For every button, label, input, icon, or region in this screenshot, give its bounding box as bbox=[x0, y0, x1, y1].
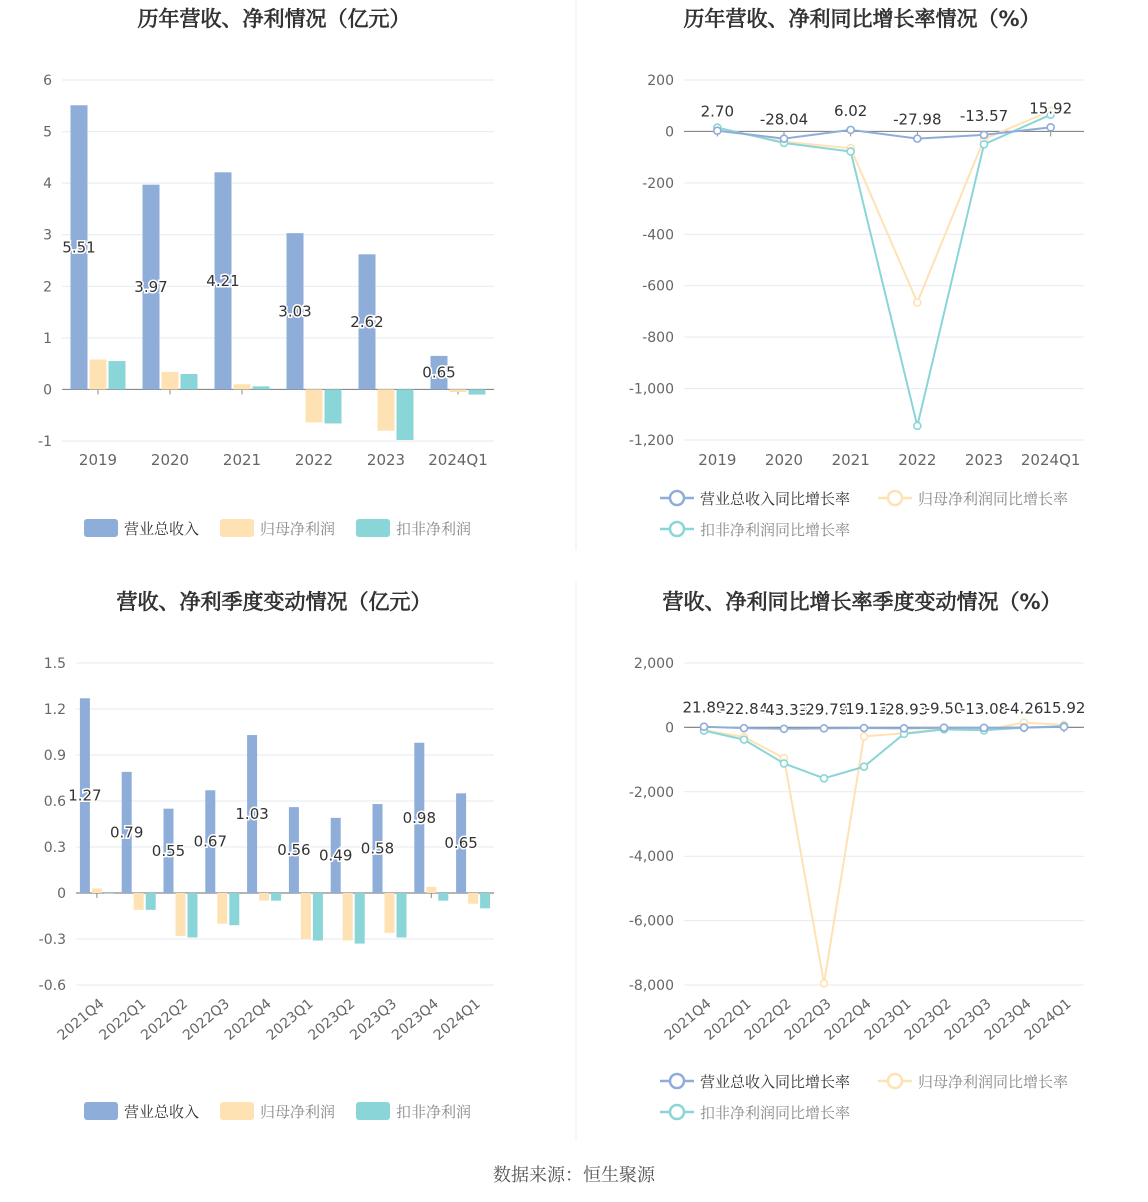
bar-deducted-profit bbox=[480, 893, 490, 908]
y-tick-label: 0.6 bbox=[43, 794, 66, 810]
y-tick-label: -6,000 bbox=[628, 913, 674, 930]
bar-deducted-profit bbox=[181, 374, 198, 389]
x-tick-label: 2023 bbox=[964, 451, 1004, 469]
data-label: 2.62 bbox=[350, 312, 384, 331]
data-label: 3.97 bbox=[134, 278, 168, 297]
data-label: 0.58 bbox=[360, 839, 395, 858]
data-label: -43.33 bbox=[759, 700, 809, 719]
data-label: 15.92 bbox=[1029, 99, 1073, 118]
source-footer: 数据来源：恒生聚源 bbox=[493, 1165, 655, 1186]
legend-swatch bbox=[356, 1102, 390, 1120]
legend-marker bbox=[888, 1074, 902, 1088]
x-tick-label: 2022Q4 bbox=[221, 995, 275, 1044]
bar-net-profit bbox=[426, 887, 436, 893]
y-tick-label: 1 bbox=[43, 330, 52, 347]
legend-swatch bbox=[220, 1102, 254, 1120]
y-tick-label: -600 bbox=[642, 278, 674, 295]
legend-label: 营业总收入同比增长率 bbox=[700, 1073, 851, 1091]
series-point-revenue-growth bbox=[941, 724, 948, 731]
y-tick-label: -1,200 bbox=[628, 433, 674, 449]
bar-net-profit bbox=[301, 893, 311, 939]
data-label: 0.56 bbox=[277, 841, 311, 860]
bar-net-profit bbox=[259, 893, 269, 901]
data-label: -29.78 bbox=[799, 700, 849, 719]
x-tick-label: 2022 bbox=[294, 451, 334, 469]
legend-label: 扣非净利润同比增长率 bbox=[700, 1104, 851, 1122]
bar-net-profit bbox=[92, 888, 102, 893]
bar-net-profit bbox=[234, 384, 251, 389]
data-label: 2.70 bbox=[700, 102, 735, 121]
series-point-deducted-profit-growth bbox=[741, 736, 748, 743]
y-tick-label: 2,000 bbox=[633, 656, 674, 672]
x-tick-label: 2022 bbox=[898, 451, 937, 469]
legend-label: 营业总收入 bbox=[124, 1103, 200, 1121]
series-point-revenue-growth bbox=[861, 725, 868, 732]
series-point-revenue-growth bbox=[781, 725, 788, 732]
series-point-revenue-growth bbox=[981, 724, 988, 731]
x-tick-label: 2022Q1 bbox=[701, 995, 755, 1044]
bar-deducted-profit bbox=[355, 893, 365, 944]
chart-title: 历年营收、净利同比增长率情况（%） bbox=[683, 7, 1041, 31]
chart-title: 历年营收、净利情况（亿元） bbox=[137, 7, 411, 31]
legend-label: 营业总收入同比增长率 bbox=[700, 490, 851, 508]
y-tick-label: -2,000 bbox=[628, 784, 674, 801]
data-label: -28.04 bbox=[759, 110, 809, 129]
bar-net-profit bbox=[385, 893, 395, 933]
data-label: -13.57 bbox=[959, 106, 1009, 125]
bar-deducted-profit bbox=[104, 893, 114, 894]
y-tick-label: -800 bbox=[642, 330, 674, 347]
data-label: 4.21 bbox=[206, 271, 240, 290]
y-tick-label: -8,000 bbox=[628, 978, 674, 994]
legend-label: 归母净利润 bbox=[260, 1103, 336, 1121]
y-tick-label: 5 bbox=[43, 124, 52, 141]
x-tick-label: 2022Q4 bbox=[821, 995, 875, 1044]
data-label: 5.51 bbox=[62, 238, 96, 257]
y-tick-label: 0 bbox=[43, 382, 52, 399]
data-label: -4.26 bbox=[1004, 699, 1044, 718]
x-tick-label: 2023Q2 bbox=[901, 995, 955, 1044]
x-tick-label: 2023Q3 bbox=[347, 995, 401, 1044]
bar-deducted-profit bbox=[469, 389, 486, 394]
y-tick-label: -400 bbox=[642, 227, 674, 244]
data-label: 0.65 bbox=[444, 834, 478, 853]
y-tick-label: 0.3 bbox=[43, 840, 66, 856]
bar-net-profit bbox=[134, 893, 144, 910]
bar-deducted-profit bbox=[397, 389, 414, 440]
data-label: 3.03 bbox=[278, 302, 312, 321]
bar-deducted-profit bbox=[229, 893, 239, 925]
legend-marker bbox=[670, 1074, 684, 1088]
bar-deducted-profit bbox=[325, 389, 342, 423]
data-label: 21.89 bbox=[682, 698, 726, 717]
legend-swatch bbox=[220, 519, 254, 537]
x-tick-label: 2022Q3 bbox=[781, 995, 835, 1044]
bar-net-profit bbox=[217, 893, 227, 924]
data-label: 0.65 bbox=[422, 363, 456, 382]
bar-deducted-profit bbox=[146, 893, 156, 910]
x-tick-label: 2023Q2 bbox=[305, 995, 359, 1044]
bar-net-profit bbox=[450, 389, 467, 392]
bar-deducted-profit bbox=[438, 893, 448, 901]
series-point-net-profit-growth bbox=[914, 299, 921, 306]
x-tick-label: 2023Q1 bbox=[861, 995, 915, 1044]
x-tick-label: 2019 bbox=[78, 451, 118, 469]
data-label: -9.50 bbox=[924, 699, 964, 718]
y-tick-label: 1.5 bbox=[43, 656, 66, 672]
data-label: -28.93 bbox=[879, 700, 929, 719]
legend-label: 归母净利润同比增长率 bbox=[918, 490, 1069, 508]
legend-label: 归母净利润 bbox=[260, 520, 336, 538]
series-point-revenue-growth bbox=[781, 135, 788, 142]
series-point-deducted-profit-growth bbox=[914, 422, 921, 429]
x-tick-label: 2021 bbox=[222, 451, 262, 469]
bar-net-profit bbox=[162, 372, 179, 390]
legend-marker bbox=[670, 1105, 684, 1119]
y-tick-label: 0 bbox=[665, 124, 674, 141]
y-tick-label: -0.6 bbox=[38, 978, 66, 994]
y-tick-label: -1,000 bbox=[628, 381, 674, 398]
series-point-revenue-growth bbox=[901, 725, 908, 732]
x-tick-label: 2024Q1 bbox=[1020, 451, 1081, 469]
series-point-deducted-profit-growth bbox=[981, 141, 988, 148]
y-tick-label: 1.2 bbox=[43, 702, 66, 718]
y-tick-label: -0.3 bbox=[38, 932, 66, 948]
x-tick-label: 2021Q4 bbox=[661, 995, 715, 1044]
series-point-deducted-profit-growth bbox=[821, 775, 828, 782]
y-tick-label: -4,000 bbox=[628, 849, 674, 866]
bar-net-profit bbox=[176, 893, 186, 936]
y-tick-label: -200 bbox=[642, 175, 674, 192]
y-tick-label: 0 bbox=[665, 720, 674, 737]
legend-marker bbox=[670, 491, 684, 505]
legend-label: 扣非净利润同比增长率 bbox=[700, 521, 851, 539]
data-label: 1.03 bbox=[235, 805, 269, 824]
bar-deducted-profit bbox=[109, 361, 126, 389]
x-tick-label: 2021 bbox=[831, 451, 870, 469]
series-point-revenue-growth bbox=[847, 126, 854, 133]
legend-label: 归母净利润同比增长率 bbox=[918, 1073, 1069, 1091]
x-tick-label: 2022Q1 bbox=[96, 995, 150, 1044]
data-label: -22.84 bbox=[719, 700, 769, 719]
x-tick-label: 2020 bbox=[764, 451, 804, 469]
bar-net-profit bbox=[306, 389, 323, 422]
data-label: 1.27 bbox=[68, 786, 102, 805]
series-point-revenue-growth bbox=[1047, 124, 1054, 131]
legend-swatch bbox=[84, 1102, 118, 1120]
bar-net-profit bbox=[343, 893, 353, 941]
data-label: -27.98 bbox=[893, 110, 942, 129]
series-point-revenue-growth bbox=[701, 723, 708, 730]
y-tick-label: 200 bbox=[647, 73, 674, 89]
x-tick-label: 2023 bbox=[366, 451, 406, 469]
chart-title: 营收、净利季度变动情况（亿元） bbox=[116, 590, 432, 614]
data-label: 6.02 bbox=[833, 101, 868, 120]
x-tick-label: 2020 bbox=[150, 451, 190, 469]
bar-net-profit bbox=[90, 360, 107, 390]
bar-deducted-profit bbox=[313, 893, 323, 941]
x-tick-label: 2024Q1 bbox=[428, 451, 488, 469]
x-tick-label: 2023Q1 bbox=[263, 995, 317, 1044]
y-tick-label: 6 bbox=[43, 73, 52, 89]
data-label: 0.67 bbox=[193, 832, 228, 851]
series-point-net-profit-growth bbox=[821, 980, 828, 987]
series-point-revenue-growth bbox=[1061, 723, 1068, 730]
data-label: 0.98 bbox=[402, 808, 437, 827]
y-tick-label: 4 bbox=[43, 176, 52, 193]
x-tick-label: 2021Q4 bbox=[54, 995, 108, 1044]
series-point-deducted-profit-growth bbox=[847, 148, 854, 155]
series-point-revenue-growth bbox=[914, 135, 921, 142]
x-tick-label: 2024Q1 bbox=[430, 995, 484, 1044]
x-tick-label: 2022Q2 bbox=[741, 995, 795, 1044]
bar-net-profit bbox=[378, 389, 395, 430]
series-point-revenue-growth bbox=[1021, 724, 1028, 731]
series-point-revenue-growth bbox=[714, 127, 721, 134]
data-label: 0.55 bbox=[151, 841, 186, 860]
series-point-deducted-profit-growth bbox=[861, 763, 868, 770]
x-tick-label: 2022Q2 bbox=[138, 995, 192, 1044]
legend-marker bbox=[670, 522, 684, 536]
x-tick-label: 2023Q3 bbox=[941, 995, 995, 1044]
bar-deducted-profit bbox=[271, 893, 281, 901]
data-label: 0.49 bbox=[318, 846, 353, 865]
bar-deducted-profit bbox=[397, 893, 407, 937]
legend-label: 扣非净利润 bbox=[396, 1103, 472, 1121]
series-point-revenue-growth bbox=[741, 725, 748, 732]
series-point-revenue-growth bbox=[981, 131, 988, 138]
y-tick-label: -1 bbox=[38, 434, 52, 450]
legend-marker bbox=[888, 491, 902, 505]
chart-title: 营收、净利同比增长率季度变动情况（%） bbox=[662, 590, 1062, 614]
x-tick-label: 2023Q4 bbox=[389, 995, 442, 1044]
data-label: 15.92 bbox=[1042, 698, 1086, 717]
series-point-revenue-growth bbox=[821, 725, 828, 732]
y-tick-label: 0.9 bbox=[43, 748, 66, 764]
y-tick-label: 0 bbox=[57, 886, 66, 902]
x-tick-label: 2022Q3 bbox=[180, 995, 233, 1044]
x-tick-label: 2023Q4 bbox=[981, 995, 1035, 1044]
legend-swatch bbox=[84, 519, 118, 537]
series-line-deducted-profit-growth bbox=[717, 115, 1050, 426]
bar-deducted-profit bbox=[253, 386, 270, 389]
legend-swatch bbox=[356, 519, 390, 537]
bar-deducted-profit bbox=[188, 893, 198, 937]
series-line-net-profit-growth bbox=[704, 723, 1064, 984]
series-point-deducted-profit-growth bbox=[781, 760, 788, 767]
series-point-net-profit-growth bbox=[861, 733, 868, 740]
x-tick-label: 2019 bbox=[698, 451, 737, 469]
bar-net-profit bbox=[468, 893, 478, 904]
y-tick-label: 2 bbox=[43, 279, 52, 296]
x-tick-label: 2024Q1 bbox=[1021, 995, 1075, 1044]
legend-label: 扣非净利润 bbox=[396, 520, 472, 538]
data-label: -19.13 bbox=[839, 700, 889, 719]
y-tick-label: 3 bbox=[43, 227, 52, 244]
data-label: 0.79 bbox=[109, 823, 144, 842]
legend-label: 营业总收入 bbox=[124, 520, 200, 538]
data-label: -13.08 bbox=[959, 699, 1009, 718]
